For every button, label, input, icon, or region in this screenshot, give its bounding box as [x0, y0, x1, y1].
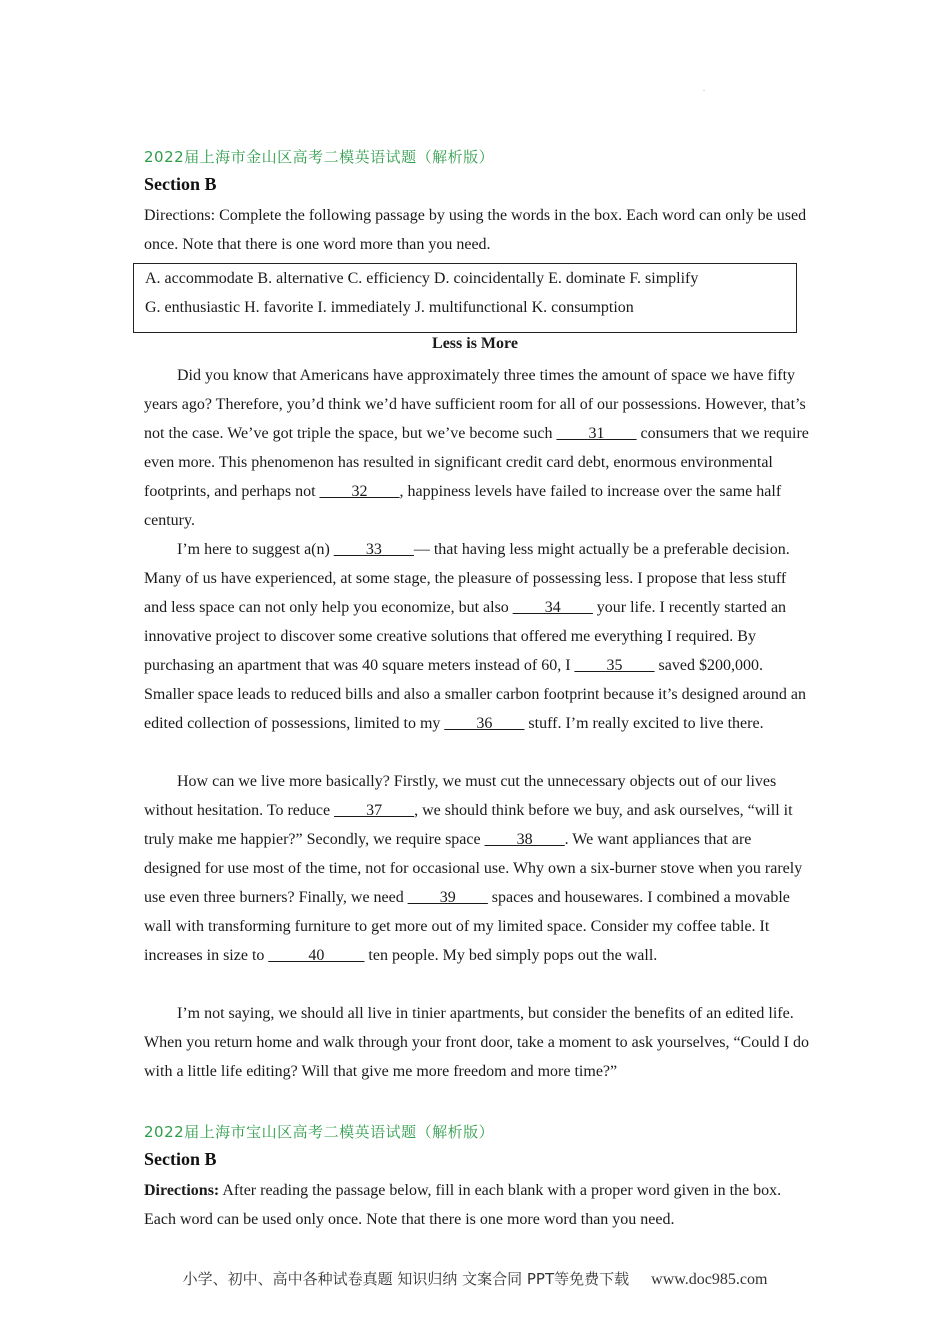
exam1-title: 2022届上海市金山区高考二模英语试题（解析版）: [144, 148, 495, 166]
blank-38: ____38____: [484, 831, 565, 848]
passage-paragraph-2: I’m here to suggest a(n) ____33____— that having less might actually be a preferable decision. Many of us have experienced, at some stage, the pleasure of possessing less. I propose that less stuff and less space can not only help you economize, but also ____34____ your life. I recently started an innovative project to discover some creative solutions that offered me everything I required. By purchasing an apartment that was 40 square meters instead of 60, I ____35____ saved $200,000. Smaller space leads to reduced bills and also a smaller carbon footprint because it’s designed around an edited collection of possessions, limited to my ____36____ stuff. I’m really excited to live there.: [144, 541, 807, 732]
blank-37: ____37____: [334, 802, 415, 819]
word-box-line-2: G. enthusiastic H. favorite I. immediately J. multifunctional K. consumption: [145, 299, 634, 316]
blank-32: ____32____: [319, 483, 400, 500]
exam2-directions: Directions: After reading the passage below, fill in each blank with a proper word given in the box. Each word can be used only once. Note that there is one more word than you need.: [144, 1182, 782, 1228]
blank-35: ____35____: [574, 657, 655, 674]
blank-33: ____33____: [333, 541, 414, 558]
blank-34: ____34____: [512, 599, 593, 616]
directions-label: Directions:: [144, 1182, 220, 1199]
passage-paragraph-4: I’m not saying, we should all live in tinier apartments, but consider the benefits of an edited life. When you return home and walk through your front door, take a moment to ask yourselves, “Could I do with a little life editing? Will that give me more freedom and more time?”: [144, 1005, 809, 1080]
exam2-section-heading: Section B: [144, 1149, 217, 1169]
footer-text: 小学、初中、高中各种试卷真题 知识归纳 文案合同 PPT等免费下载: [182, 1270, 630, 1288]
passage-title: Less is More: [432, 335, 518, 352]
exam1-section-heading: Section B: [144, 174, 217, 194]
passage-paragraph-1: Did you know that Americans have approximately three times the amount of space we have fifty years ago? Therefore, you’d think we’d have sufficient room for all of our possessions. However, that’s not the case. We’ve got triple the space, but we’ve become such ____31____ consumers that we require even more. This phenomenon has resulted in significant credit card debt, enormous environmental footprints, and perhaps not ____32____, happiness levels have failed to increase over the same half century.: [144, 367, 809, 529]
blank-39: ____39____: [407, 889, 488, 906]
page-footer: [0, 1268, 950, 1289]
passage-paragraph-3: How can we live more basically? Firstly, we must cut the unnecessary objects out of our lives without hesitation. To reduce ____37____, we should think before we buy, and ask ourselves, “will it truly make me happier?” Secondly, we require space ____38____. We want appliances that are designed for use most of the time, not for occasional use. Why own a six-burner stove when you rarely use even three burners? Finally, we need ____39____ spaces and housewares. I combined a movable wall with transforming furniture to get more out of my limited space. Consider my coffee table. It increases in size to _____40_____ ten people. My bed simply pops out the wall.: [144, 773, 803, 964]
exam1-directions: Directions: Complete the following passage by using the words in the box. Each word can only be used once. Note that there is one word more than you need.: [144, 207, 807, 253]
word-box: [133, 263, 797, 333]
blank-40: _____40_____: [268, 947, 365, 964]
blank-36: ____36____: [444, 715, 525, 732]
exam2-title: 2022届上海市宝山区高考二模英语试题（解析版）: [144, 1123, 495, 1141]
blank-31: ____31____: [556, 425, 637, 442]
corner-mark: .: [703, 84, 705, 93]
word-box-line-1: A. accommodate B. alternative C. efficiency D. coincidentally E. dominate F. simplify: [145, 270, 699, 287]
footer-website: www.doc985.com: [651, 1271, 768, 1288]
